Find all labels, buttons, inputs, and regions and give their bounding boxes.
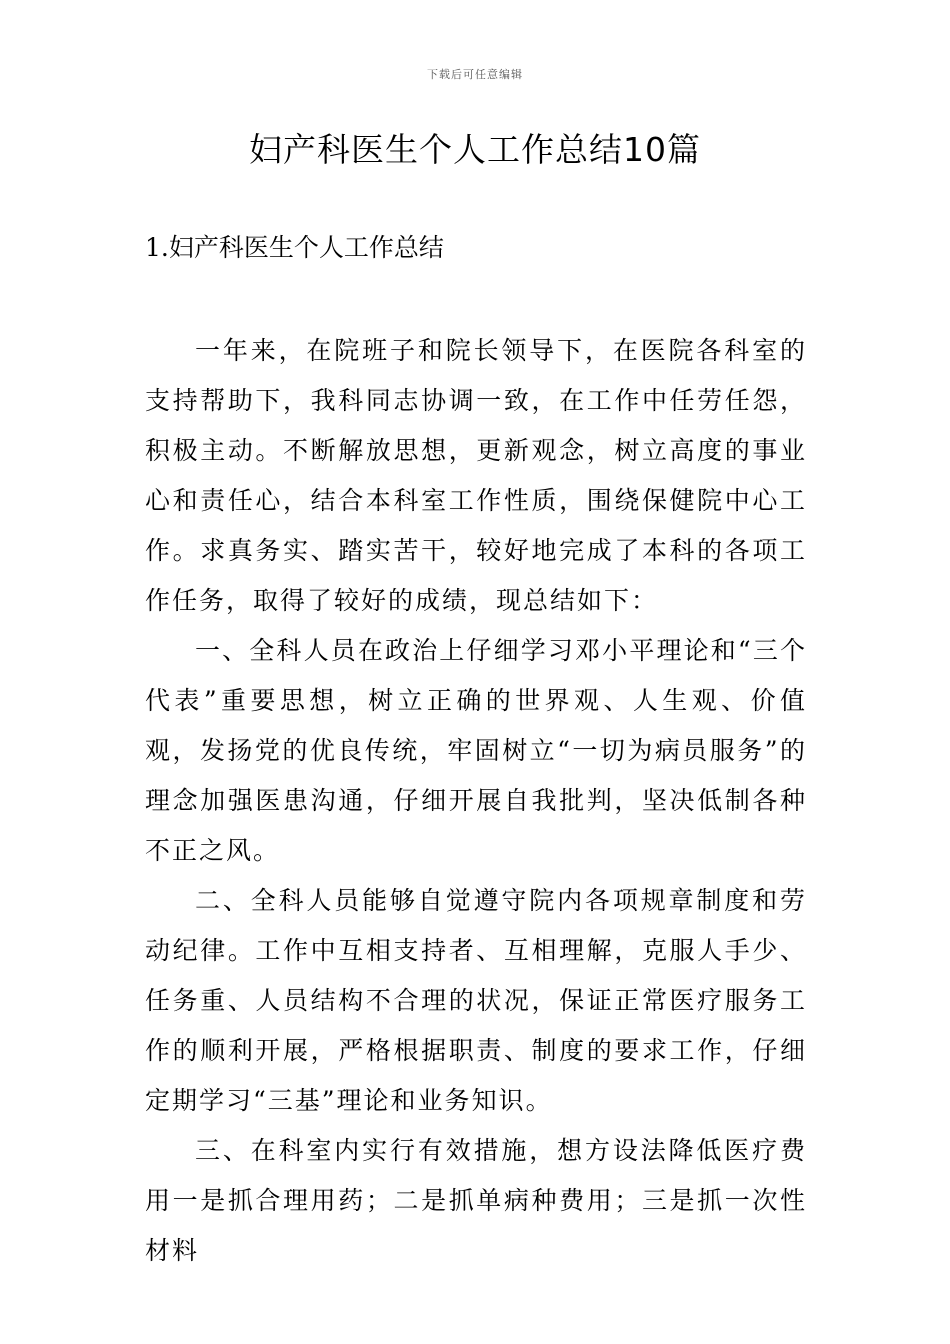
header-note: 下载后可任意编辑 [427, 68, 523, 81]
document-title: 妇产科医生个人工作总结10篇 [249, 130, 701, 169]
body-text [145, 326, 807, 1276]
paragraph: 三、在科室内实行有效措施，想方设法降低医疗费用一是抓合理用药；二是抓单病种费用；三是抓一次性材料 [145, 1136, 807, 1265]
paragraph: 一、全科人员在政治上仔细学习邓小平理论和“三个代表”重要思想，树立正确的世界观、人生观、价值观，发扬党的优良传统，牢固树立“一切为病员服务”的理念加强医患沟通，仔细开展自我批判，坚决低制各种不正之风。 [145, 636, 807, 865]
paragraph: 二、全科人员能够自觉遵守院内各项规章制度和劳动纪律。工作中互相支持者、互相理解，克服人手少、任务重、人员结构不合理的状况，保证正常医疗服务工作的顺利开展，严格根据职责、制度的要求工作，仔细定期学习“三基”理论和业务知识。 [145, 886, 807, 1115]
section-heading: 1.妇产科医生个人工作总结 [145, 233, 444, 262]
paragraph: 一年来，在院班子和院长领导下，在医院各科室的支持帮助下，我科同志协调一致，在工作中任劳任怨，积极主动。不断解放思想，更新观念，树立高度的事业心和责任心，结合本科室工作性质，围绕保健院中心工作。求真务实、踏实苦干，较好地完成了本科的各项工作任务，取得了较好的成绩，现总结如下： [145, 336, 807, 615]
